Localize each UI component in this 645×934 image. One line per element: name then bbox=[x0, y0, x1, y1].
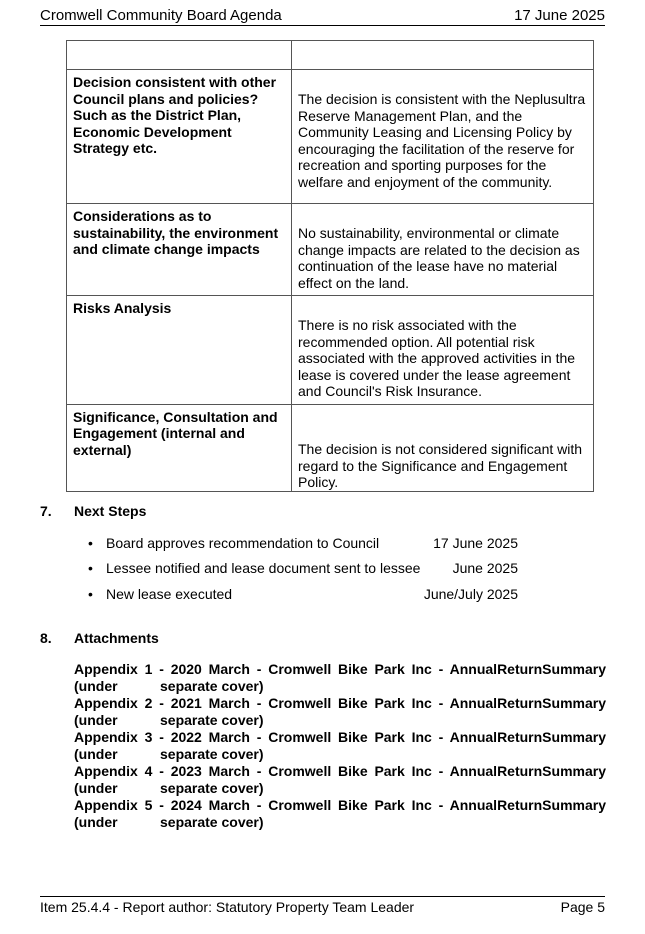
table-row bbox=[67, 296, 594, 405]
table-row-cell bbox=[292, 204, 594, 296]
appendix-line: Appendix 1 - 2020 March - Cromwell Bike Park Inc - AnnualReturnSummary (under bbox=[74, 661, 606, 694]
header-title: Cromwell Community Board Agenda bbox=[40, 7, 282, 24]
appendix-line: Appendix 2 - 2021 March - Cromwell Bike Park Inc - AnnualReturnSummary (under bbox=[74, 695, 606, 728]
step-date: June/July 2025 bbox=[423, 586, 518, 602]
decision-table bbox=[66, 40, 594, 492]
appendix-line: separate cover) bbox=[160, 814, 264, 830]
step-text: Lessee notified and lease document sent to lessee bbox=[106, 560, 421, 576]
step-text: Board approves recommendation to Council bbox=[106, 535, 380, 551]
table-row bbox=[67, 41, 594, 70]
bullet-icon: • bbox=[88, 560, 93, 576]
table-row bbox=[67, 70, 594, 204]
table-row-label bbox=[67, 41, 292, 70]
footer-text: Item 25.4.4 - Report author: Statutory Property Team Leader bbox=[40, 899, 415, 915]
appendix-line: separate cover) bbox=[160, 678, 264, 694]
appendix-line: separate cover) bbox=[160, 780, 264, 796]
table-row-label: Considerations as to sustainability, the environment and climate change impacts bbox=[67, 204, 292, 296]
section-title: Attachments bbox=[74, 630, 159, 646]
table-row-cell bbox=[292, 296, 594, 405]
table-row-label: Significance, Consultation and Engagement (internal and external) bbox=[67, 404, 292, 491]
table-row-text: No sustainability, environmental or climate change impacts are related to the decision as continuation of the lease have no material effect on the land. bbox=[298, 225, 580, 291]
header-divider bbox=[40, 25, 605, 26]
step-date: June 2025 bbox=[452, 560, 518, 576]
bullet-icon: • bbox=[88, 535, 93, 551]
appendix-line: Appendix 3 - 2022 March - Cromwell Bike Park Inc - AnnualReturnSummary (under bbox=[74, 729, 606, 762]
section-title: Next Steps bbox=[74, 503, 147, 519]
table-row bbox=[67, 204, 594, 296]
table-row bbox=[67, 404, 594, 491]
step-text: New lease executed bbox=[106, 586, 233, 602]
step-date: 17 June 2025 bbox=[433, 535, 518, 551]
table-row-text: The decision is not considered significant with regard to the Significance and Engagement Policy. bbox=[292, 404, 594, 491]
section-number: 8. bbox=[40, 630, 52, 646]
page-number: Page 5 bbox=[560, 899, 605, 915]
appendix-line: separate cover) bbox=[160, 712, 264, 728]
header-date: 17 June 2025 bbox=[514, 7, 605, 24]
section-number: 7. bbox=[40, 503, 52, 519]
table-row-cell bbox=[292, 70, 594, 204]
table-row-text bbox=[292, 41, 594, 70]
footer-divider bbox=[40, 896, 605, 897]
table-row-label: Risks Analysis bbox=[67, 296, 292, 405]
appendix-line: Appendix 4 - 2023 March - Cromwell Bike Park Inc - AnnualReturnSummary (under bbox=[74, 763, 606, 796]
table-row-text: The decision is consistent with the Neplusultra Reserve Management Plan, and the Community Leasing and Licensing Policy by encouraging the facilitation of the reserve for recreation and sporting purposes for the welfare and enjoyment of the community. bbox=[298, 91, 586, 190]
bullet-icon: • bbox=[88, 586, 93, 602]
appendix-line: separate cover) bbox=[160, 746, 264, 762]
table-row-text: There is no risk associated with the recommended option. All potential risk associated with the approved activities in the lease is covered under the lease agreement and Council's Risk Insurance. bbox=[298, 317, 576, 399]
appendix-line: Appendix 5 - 2024 March - Cromwell Bike Park Inc - AnnualReturnSummary (under bbox=[74, 797, 606, 830]
table-row-label: Decision consistent with other Council plans and policies? Such as the District Plan, Economic Development Strategy etc. bbox=[67, 70, 292, 204]
